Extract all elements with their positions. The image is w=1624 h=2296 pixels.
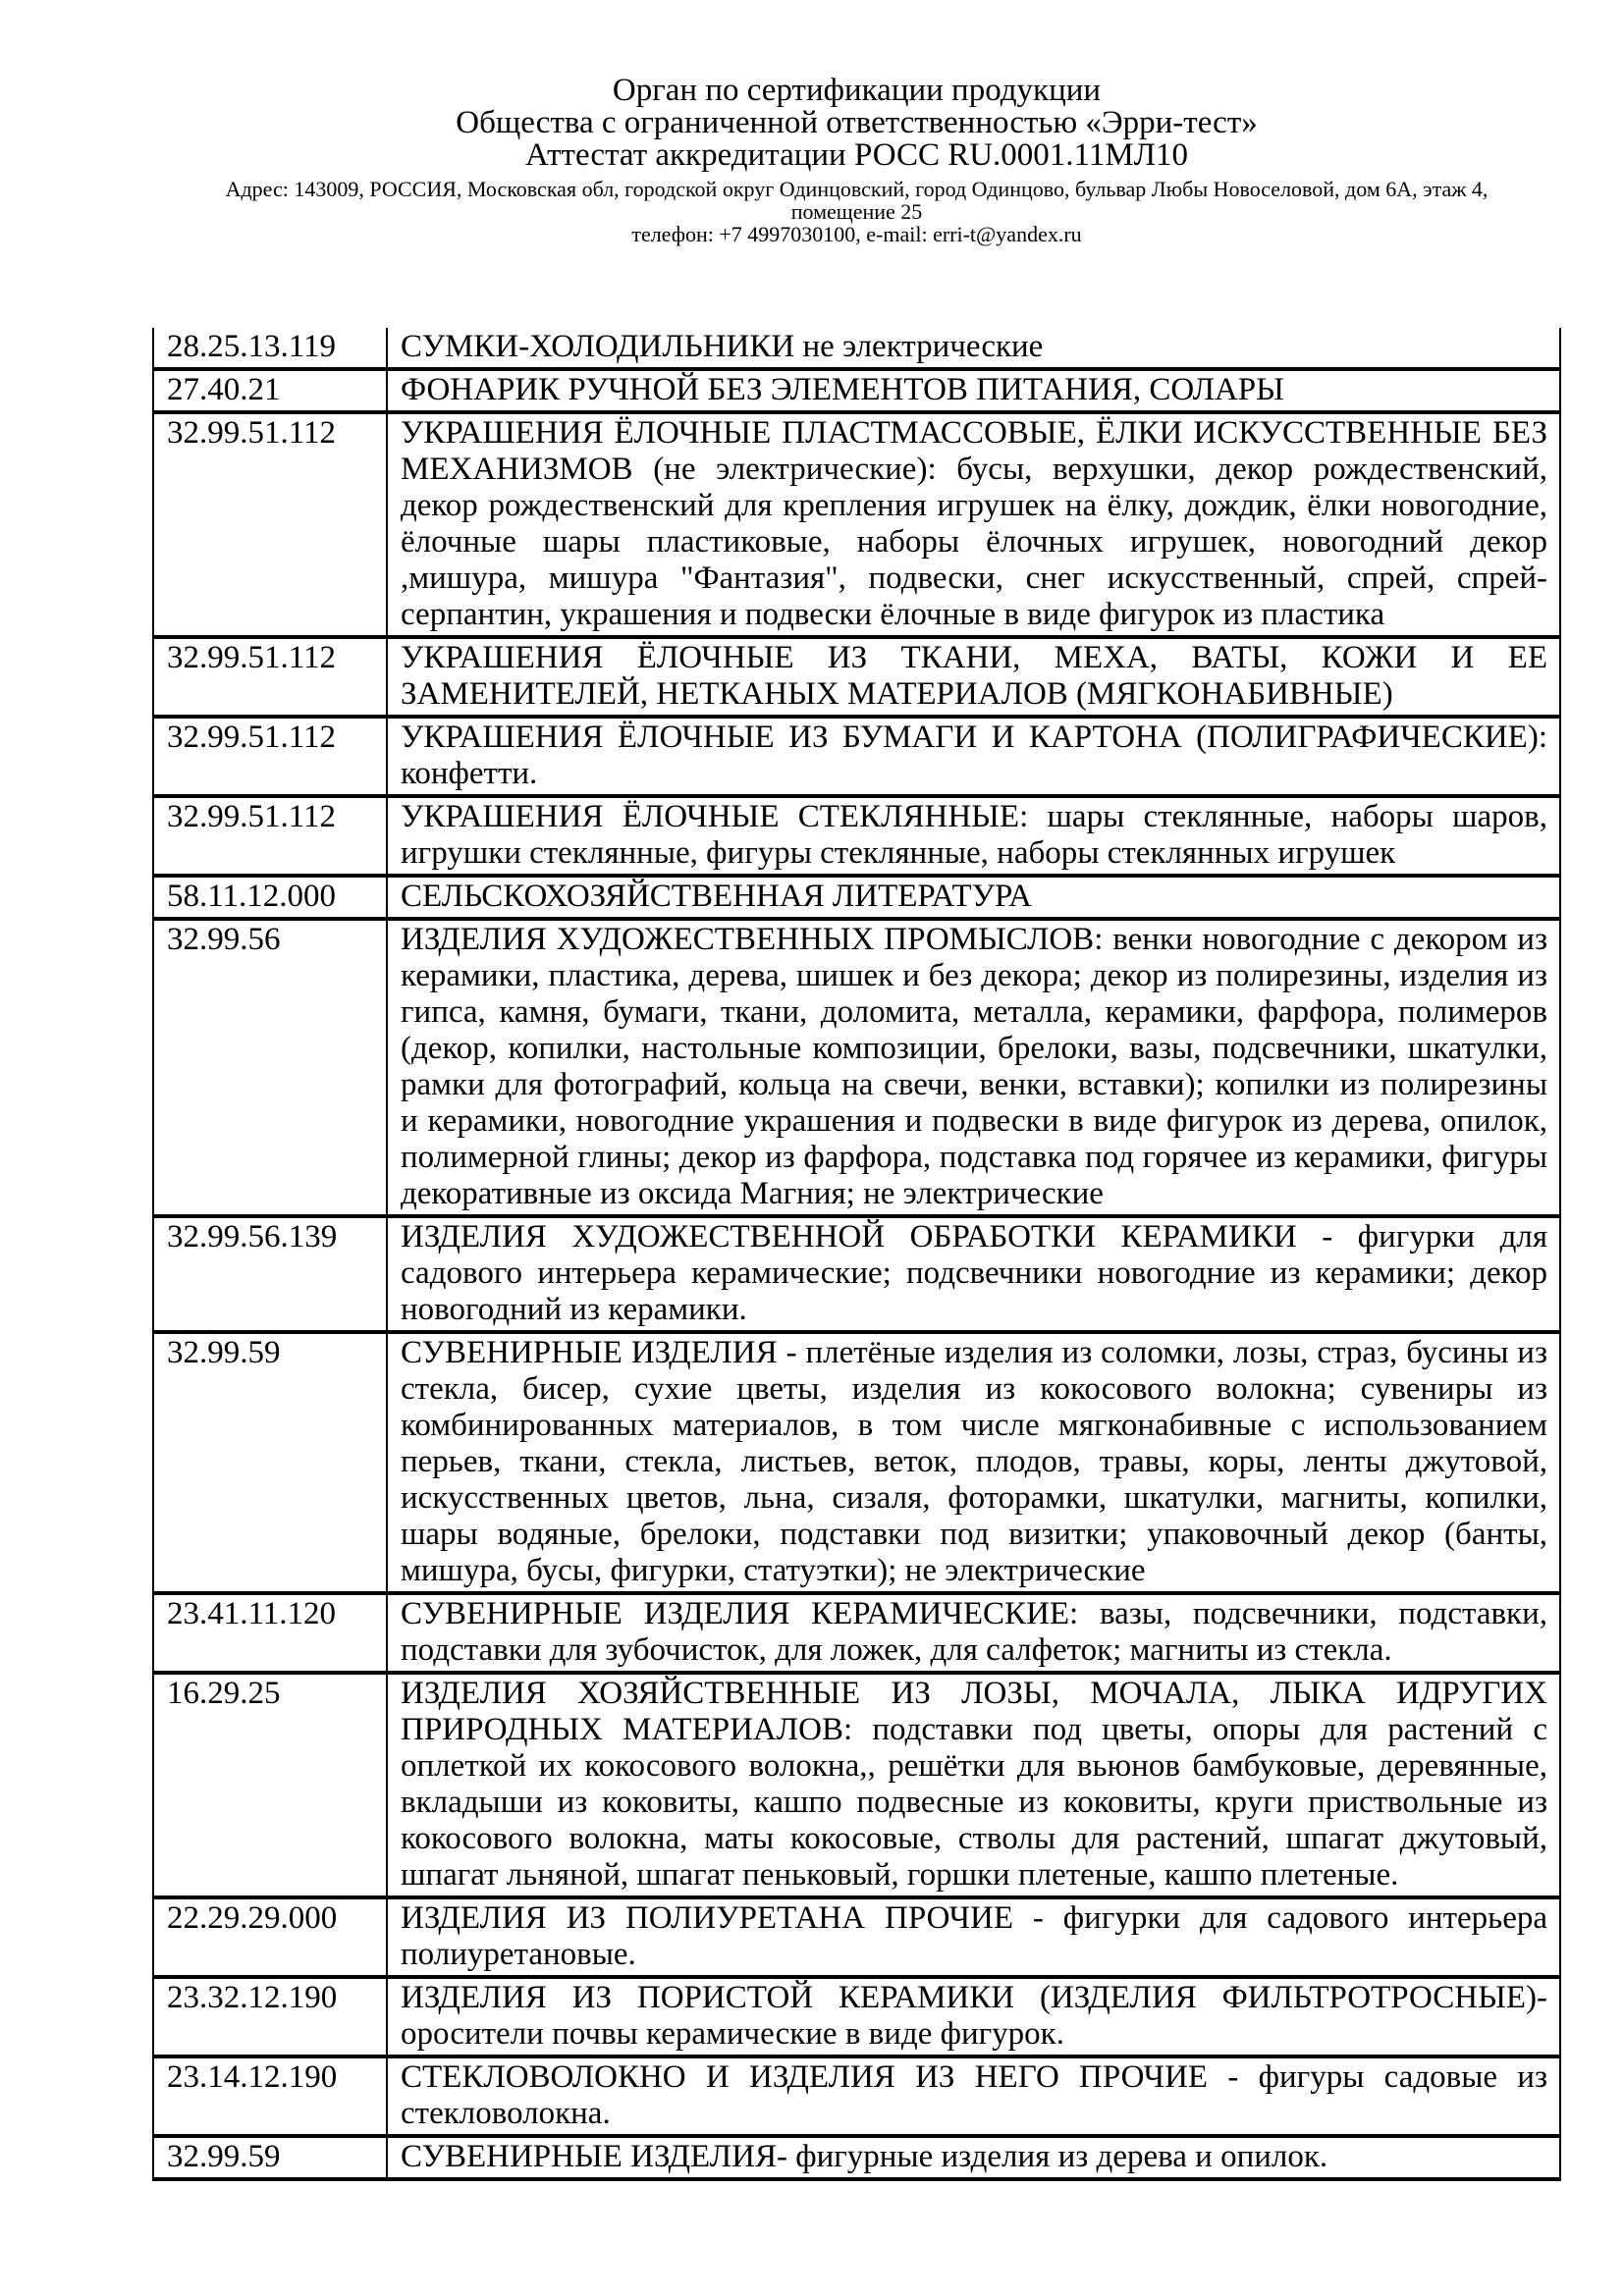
table-row [153, 637, 1560, 717]
product-code-cell: 22.29.29.000 [153, 1897, 387, 1977]
table-row [153, 2056, 1560, 2136]
product-code-cell: 58.11.12.000 [153, 876, 387, 919]
product-code-cell: 23.41.11.120 [153, 1593, 387, 1673]
product-description-cell: СУМКИ-ХОЛОДИЛЬНИКИ не электрические [387, 328, 1560, 369]
table-row [153, 1897, 1560, 1977]
product-description-cell: СЕЛЬСКОХОЗЯЙСТВЕННАЯ ЛИТЕРАТУРА [387, 876, 1560, 919]
table-row [153, 1216, 1560, 1332]
product-description-cell: УКРАШЕНИЯ ЁЛОЧНЫЕ ИЗ ТКАНИ, МЕХА, ВАТЫ, КОЖИ И ЕЕ ЗАМЕНИТЕЛЕЙ, НЕТКАНЫХ МАТЕРИАЛОВ (МЯГКОНАБИВНЫЕ) [387, 637, 1560, 717]
product-description-cell: ФОНАРИК РУЧНОЙ БЕЗ ЭЛЕМЕНТОВ ПИТАНИЯ, СОЛАРЫ [387, 369, 1560, 412]
table-row [153, 717, 1560, 796]
product-description-cell: ИЗДЕЛИЯ ХУДОЖЕСТВЕННЫХ ПРОМЫСЛОВ: венки новогодние с декором из керамики, пластика, дерева, шишек и без декора; декор из полирезины, изделия из гипса, камня, бумаги, ткани, доломита, металла, керамики, фарфора, полимеров (декор, копилки, настольные композиции, брелоки, вазы, подсвечники, шкатулки, рамки для фотографий, кольца на свечи, венки, вставки); копилки из полирезины и керамики, новогодние украшения и подвески в виде фигурок из дерева, опилок, полимерной глины; декор из фарфора, подставка под горячее из керамики, фигуры декоративные из оксида Магния; не электрические [387, 919, 1560, 1216]
product-code-cell: 27.40.21 [153, 369, 387, 412]
table-row [153, 1593, 1560, 1673]
org-title-line: Орган по сертификации продукции [612, 73, 1102, 108]
document-header [152, 75, 1561, 245]
product-description-cell: СУВЕНИРНЫЕ ИЗДЕЛИЯ - плетёные изделия из соломки, лозы, страз, бусины из стекла, бисер, сухие цветы, изделия из кокосового волокна; сувениры из комбинированных материалов, в том числе мягконабивные с использованием перьев, ткани, стекла, листьев, веток, плодов, травы, коры, ленты джутовой, искусственных цветов, льна, сизаля, фоторамки, шкатулки, магниты, копилки, шары водяные, брелоки, подставки под визитки; упаковочный декор (банты, мишура, бусы, фигурки, статуэтки); не электрические [387, 1332, 1560, 1593]
table-row [153, 1977, 1560, 2056]
product-description-cell: СУВЕНИРНЫЕ ИЗДЕЛИЯ- фигурные изделия из дерева и опилок. [387, 2136, 1560, 2179]
table-row [153, 919, 1560, 1216]
table-row [153, 2136, 1560, 2179]
products-table [152, 328, 1561, 2181]
product-description-cell: ИЗДЕЛИЯ ХУДОЖЕСТВЕННОЙ ОБРАБОТКИ КЕРАМИКИ - фигурки для садового интерьера керамические; подсвечники новогодние из керамики; декор новогодний из керамики. [387, 1216, 1560, 1332]
table-row [153, 369, 1560, 412]
product-description-cell: УКРАШЕНИЯ ЁЛОЧНЫЕ ИЗ БУМАГИ И КАРТОНА (ПОЛИГРАФИЧЕСКИЕ): конфетти. [387, 717, 1560, 796]
product-code-cell: 32.99.51.112 [153, 717, 387, 796]
table-row [153, 796, 1560, 876]
document-content [152, 0, 1561, 2181]
table-row [153, 876, 1560, 919]
product-code-cell: 23.14.12.190 [153, 2056, 387, 2136]
product-code-cell: 32.99.59 [153, 2136, 387, 2179]
product-code-cell: 32.99.59 [153, 1332, 387, 1593]
table-row [153, 1673, 1560, 1897]
product-description-cell: УКРАШЕНИЯ ЁЛОЧНЫЕ СТЕКЛЯННЫЕ: шары стеклянные, наборы шаров, игрушки стеклянные, фигуры стеклянные, наборы стеклянных игрушек [387, 796, 1560, 876]
table-row [153, 328, 1560, 369]
address-block [152, 178, 1561, 245]
product-description-cell: УКРАШЕНИЯ ЁЛОЧНЫЕ ПЛАСТМАССОВЫЕ, ЁЛКИ ИСКУССТВЕННЫЕ БЕЗ МЕХАНИЗМОВ (не электрические): бусы, верхушки, декор рождественский, декор рождественский для крепления игрушек на ёлку, дождик, ёлки новогодние, ёлочные шары пластиковые, наборы ёлочных игрушек, новогодний декор ,мишура, мишура "Фантазия", подвески, снег искусственный, спрей, спрей-серпантин, украшения и подвески ёлочные в виде фигурок из пластика [387, 412, 1560, 637]
product-description-cell: СТЕКЛОВОЛОКНО И ИЗДЕЛИЯ ИЗ НЕГО ПРОЧИЕ - фигуры садовые из стекловолокна. [387, 2056, 1560, 2136]
org-name-line: Общества с ограниченной ответственностью «Эрри-тест» [456, 105, 1258, 140]
product-code-cell: 32.99.51.112 [153, 412, 387, 637]
product-code-cell: 32.99.51.112 [153, 796, 387, 876]
product-code-cell: 23.32.12.190 [153, 1977, 387, 2056]
products-table-body [153, 328, 1560, 2179]
address-line-1: Адрес: 143009, РОССИЯ, Московская обл, городской округ Одинцовский, город Одинцово, бульвар Любы Новоселовой, дом 6А, этаж 4, [225, 177, 1489, 201]
address-line-2: помещение 25 [790, 199, 923, 224]
accreditation-line: Аттестат аккредитации РОСС RU.0001.11МЛ10 [524, 137, 1189, 173]
product-description-cell: ИЗДЕЛИЯ ХОЗЯЙСТВЕННЫЕ ИЗ ЛОЗЫ, МОЧАЛА, ЛЫКА ИДРУГИХ ПРИРОДНЫХ МАТЕРИАЛОВ: подставки под цветы, опоры для растений с оплеткой их кокосового волокна,, решётки для вьюнов бамбуковые, деревянные, вкладыши из коковиты, кашпо подвесные из коковиты, круги приствольные из кокосового волокна, маты кокосовые, стволы для растений, шпагат джутовый, шпагат льняной, шпагат пеньковый, горшки плетеные, кашпо плетеные. [387, 1673, 1560, 1897]
product-code-cell: 32.99.51.112 [153, 637, 387, 717]
table-row [153, 1332, 1560, 1593]
product-code-cell: 28.25.13.119 [153, 328, 387, 369]
product-description-cell: ИЗДЕЛИЯ ИЗ ПОЛИУРЕТАНА ПРОЧИЕ - фигурки для садового интерьера полиуретановые. [387, 1897, 1560, 1977]
product-description-cell: ИЗДЕЛИЯ ИЗ ПОРИСТОЙ КЕРАМИКИ (ИЗДЕЛИЯ ФИЛЬТРОТРОСНЫЕ)- оросители почвы керамические в виде фигурок. [387, 1977, 1560, 2056]
product-code-cell: 32.99.56.139 [153, 1216, 387, 1332]
contact-line: телефон: +7 4997030100, e-mail: erri-t@yandex.ru [631, 222, 1082, 246]
product-code-cell: 32.99.56 [153, 919, 387, 1216]
product-description-cell: СУВЕНИРНЫЕ ИЗДЕЛИЯ КЕРАМИЧЕСКИЕ: вазы, подсвечники, подставки, подставки для зубочисток, для ложек, для салфеток; магниты из стекла. [387, 1593, 1560, 1673]
table-row [153, 412, 1560, 637]
product-code-cell: 16.29.25 [153, 1673, 387, 1897]
